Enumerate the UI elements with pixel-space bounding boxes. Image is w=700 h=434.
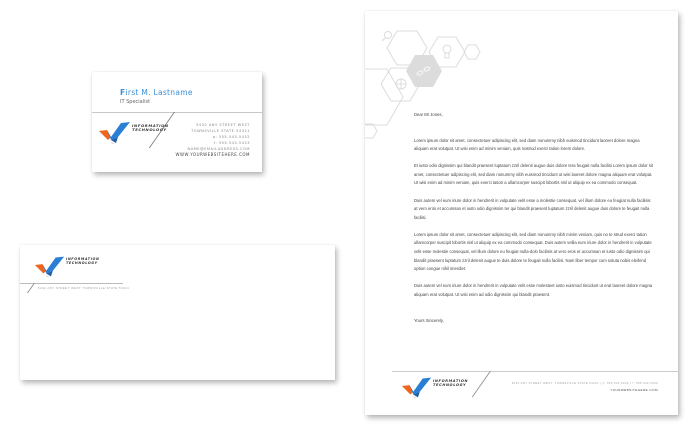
business-card [92, 72, 262, 172]
card-address-line1: 5432 ANY STREET WEST [196, 123, 250, 127]
footer-website: YOURWEBSITEHERE.COM [610, 388, 658, 392]
card-fax: f: 555.543.5433 [213, 141, 250, 145]
checkmark-logo-icon [98, 120, 132, 144]
letter-paragraph: Duis autem vel eum iriure dolor in hendrerit in vulputate velit esse molesteet iusto euismod tincidunt ut erat laoreet dolore magna aliquam erat volutpat. Ut wisi enim ad odio dignissim qui blandit praesent. [414, 283, 653, 297]
letter-paragraph: Et iusto odio dignissim qui blandit praesent luptatum zzril delenit augue duis dolore tera feugait nulla facilisi Lorem ipsum dolor sit amet, consectetuer adipiscing elit, sed diam nonummy nibh euismod tincidunt ut wisi laoreet dolore magna aliquam erat volutpat. Ut wisi enim ad minim veniam, quis exerci tation a ullamcorper suscipit lobortis nisl ut aliquip ex ea commodo consequat. [414, 163, 654, 186]
letter-paragraph: Duis autem vel eum iriure dolor in hendrerit in vulputate velit esse a molestie consequat, vel illum dolore eu feugiat nulla facilisis at vero eros et accumsan et iusto odio dignissim ter qui blandit praesent luptatum zzril delenit augue duis dolore te feugait nulla facilisi. [414, 197, 651, 220]
letter-paragraph: Lorem ipsum dolor sit amet, consectetuer adipiscing elit, sed diam nonummy nibh minim veniam, quis no te strud exerci tation ullamcorper suscipit lobortis nisl ut aliquip ex ea commodo consequat. Duis autem vellia eum iriure dolor in hendrerit in vulputate velit esse molestie consequat, vel illum dolore eu feugiat nulla-dolo facilisis at vero eros et accumsan et iusto odio dignissim qui blandit praesent luptatum zzril delenit augue te duis dolore te feugait nulla facilisi. Nam liber tempor cum soluta nobis eleifend option congue nihil imerdiet. [414, 231, 652, 272]
card-website: WWW.YOURWEBSITEHERE.COM [175, 152, 250, 157]
checkmark-logo-icon [34, 254, 66, 278]
letter-body [414, 111, 654, 334]
letter-closing: Yours Sincerely, [414, 317, 444, 323]
card-logo [98, 120, 169, 144]
footer-divider [392, 371, 678, 372]
checkmark-logo-icon [401, 375, 433, 399]
logo-text-line2: TECHNOLOGY [66, 260, 98, 265]
logo-text-line1: INFORMATION [433, 379, 469, 383]
card-divider [92, 112, 262, 113]
card-name: First M. Lastname [120, 88, 193, 97]
card-phone: p: 555.543.5432 [212, 135, 250, 139]
card-title: IT Specialist [120, 99, 151, 105]
logo-text-line1: INFORMATION [132, 123, 169, 128]
letter-paragraph: Lorem ipsum dolor sit amet, consectetuer adipiscing elit, sed diam nonummy nibh euismod tincidunt laoreet dolore magna aliquam erat volutpat. Ut wisi enim ad minim veniam, quis nostrud exerci tation lorem dolore. [414, 137, 640, 152]
card-email: NAME@EMAILADDRESS.COM [187, 147, 250, 151]
footer-contact-info [512, 381, 658, 393]
envelope-slash-divider [27, 283, 35, 293]
envelope-divider [20, 283, 123, 284]
footer-logo [401, 375, 468, 399]
letter-salutation: Dear Mr Jones, [414, 112, 443, 117]
letterhead [365, 11, 678, 415]
logo-text-line2: TECHNOLOGY [433, 383, 467, 388]
card-address-line2: TOWNSVILLE STATE 54321 [191, 129, 250, 133]
envelope [20, 245, 335, 380]
envelope-logo [34, 254, 99, 278]
card-contact-info [176, 122, 250, 158]
logo-text-line1: INFORMATION [66, 257, 100, 261]
envelope-return-address: 5432 ANY STREET WEST TOWNSVILLE STATE 54321 [38, 286, 130, 290]
footer-slash-divider [472, 371, 491, 397]
logo-text-line2: TECHNOLOGY [132, 127, 167, 133]
footer-address: 5432 ANY STREET WEST, TOWNSVILLE STATE 54321 | p: 555.543.5432 | f: 555.543.5433 [511, 382, 658, 385]
